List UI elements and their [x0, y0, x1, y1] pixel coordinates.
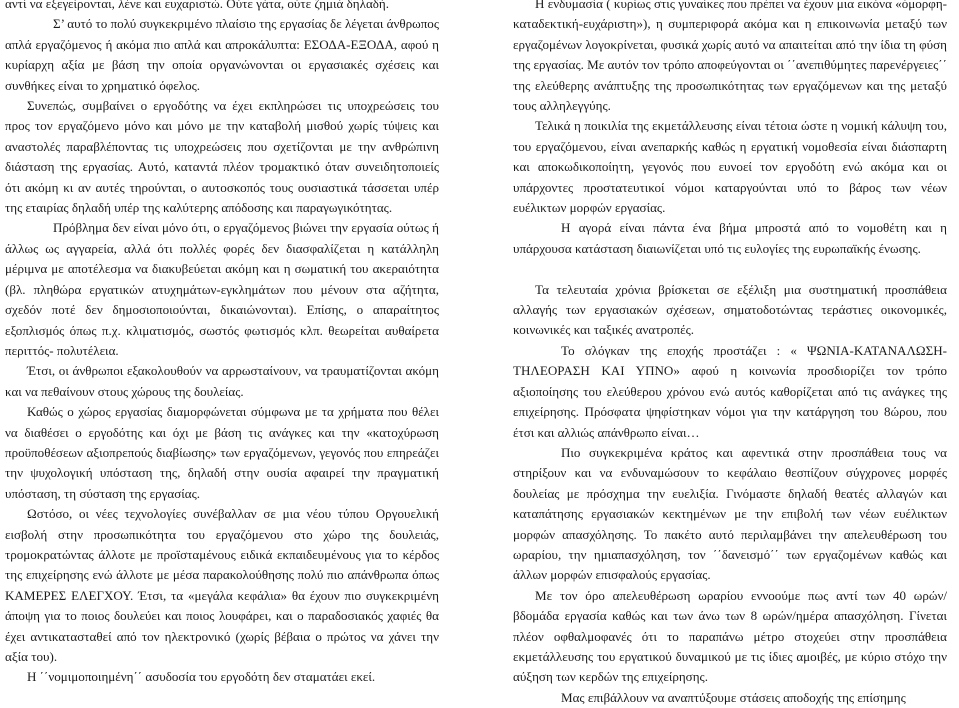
- paragraph: Σ’ αυτό το πολύ συγκεκριμένο πλαίσιο της εργασίας δε λέγεται άνθρωπος απλά εργαζόμενος ή ακόμα πιο απλά και απροκάλυπτα: ΕΣΟΔΑ-ΕΞΟΔΑ, αφού η κυρίαρχη αξία με βάση την οποία οργανώνονται οι εργασιακές σχέσεις και συνθήκες είναι το χρηματικό όφελος.: [5, 16, 439, 93]
- paragraph: Το σλόγκαν της εποχής προστάζει : « ΨΩΝΙΑ-ΚΑΤΑΝΑΛΩΣΗ-ΤΗΛΕΟΡΑΣΗ ΚΑΙ ΥΠΝΟ» αφού η κοινωνία προσδιορίζει τον τρόπο αξιοποίησης του ελεύθερου χρόνου ενώ αυτός καθορίζεται από τις ανάγκες της επιχείρησης. Πρόσφατα ψηφίστηκαν νόμοι για την κατάργηση του 8ώρου, που έτσι και αλλιώς απάνθρωπο είναι…: [513, 342, 947, 440]
- paragraph: Η ενδυμασία ( κυρίως στις γυναίκες που πρέπει να έχουν μια εικόνα «όμορφη-καταδεκτική-ευχάριστη»), η συμπεριφορά ακόμα και η επικοινωνία μεταξύ των εργαζομένων λογοκρίνεται, φυσικά χωρίς αυτό να απαιτείται από την ίδια τη φύση της εργασίας. Με αυτόν τον τρόπο αποφεύγονται οι ΄΄ανεπιθύμητες παρενέργειες΄΄ της ελεύθερης ανάπτυξης της προσωπικότητας των εργαζόμενων και της μεταξύ τους αλληλεγγύης.: [513, 0, 947, 114]
- paragraph: Καθώς ο χώρος εργασίας διαμορφώνεται σύμφωνα με τα χρήματα που θέλει να διαθέσει ο εργοδότης και όχι με βάση τις ανάγκες και την «κατοχύρωση προϋποθέσεων αξιοπρεπούς διαβίωσης» των εργαζόμενων, γεγονός που επηρεάζει την ψυχολογική υπόσταση της, δηλαδή στην ουσία αφαιρεί την πραγματική υπόσταση, τη σύσταση της εργασίας.: [5, 404, 439, 501]
- paragraph: Μας επιβάλλουν να αναπτύξουμε στάσεις αποδοχής της επίσημης: [561, 689, 906, 705]
- paragraph: Με τον όρο απελευθέρωση ωραρίου εννοούμε πως αντί των 40 ωρών/βδομάδα εργασία καθώς και των άνω των 8 ωρών/ημέρα απασχόληση. Γίνεται πλέον οφθαλμοφανές ότι το παραπάνω μέτρο στοχεύει στην προσπάθεια εκμετάλλευσης του εργατικού δυναμικού με τις ίδιες αμοιβές, με κύριο στόχο την αύξηση των κερδών της επιχείρησης.: [513, 587, 947, 685]
- paragraph: Συνεπώς, συμβαίνει ο εργοδότης να έχει εκπληρώσει τις υποχρεώσεις του προς τον εργαζόμενο μόνο και μόνο με την καταβολή μισθού χωρίς τύψεις και αναστολές παραβλέποντας τις υποχρεώσεις που σχετίζονται με την ανθρώπινη διάσταση της εργασίας. Αυτό, καταντά πλέον τρομακτικό όταν συνειδητοποιείς ότι ακόμη κι αν αυτές τηρούνται, ο αυτοσκοπός τους ουσιαστικά τάσσεται υπέρ της εταιρίας δηλαδή υπέρ της καλύτερης απόδοσης και παραγωγικότητας.: [5, 98, 439, 216]
- paragraph: Ωστόσο, οι νέες τεχνολογίες συνέβαλλαν σε μια νέου τύπου Οργουελική εισβολή στην προσωπικότητα του εργαζόμενου στο χώρο της δουλειάς, τρομοκρατώντας άλλοτε με προϊσταμένους ειδικά εκπαιδευμένους για το κέρδος της επιχείρησης ενώ άλλοτε με μέσα παρακολούθησης πολύ πιο απάνθρωπα όπως ΚΑΜΕΡΕΣ ΕΛΕΓΧΟΥ. Έτσι, τα «μεγάλα κεφάλια» θα έχουν πιο συγκεκριμένη άποψη για το ποιος δουλεύει και ποιος λουφάρει, και ο παραδοσιακός χαφιές θα έχει αντικατασταθεί από τον ηλεκτρονικό (χωρίς βέβαια ο πρώτος να χάνει την αξία του).: [5, 506, 439, 664]
- paragraph-spacer: [513, 259, 947, 279]
- paragraph: Η ΄΄νομιμοποιημένη΄΄ ασυδοσία του εργοδότη δεν σταματάει εκεί.: [27, 669, 376, 685]
- right-text-column: [513, 0, 947, 708]
- paragraph: Πιο συγκεκριμένα κράτος και αφεντικά στην προσπάθεια τους να στηρίξουν και να ενδυναμώσουν το κεφάλαιο θεσπίζουν σύγχρονες μορφές δουλείας με πρόσχημα την ευελιξία. Γινόμαστε δηλαδή θεατές αλλαγών και καταπάτησης εργασιακών κεκτημένων με την επιβολή των νέων ευέλικτων μορφών απασχόλησης. Το πακέτο αυτό περιλαμβάνει την απελευθέρωση του ωραρίου, την ημιαπασχόληση, τον ΄΄δανεισμό΄΄ των εργαζομένων καθώς και άλλων μορφών επισφαλούς εργασίας.: [513, 444, 947, 583]
- paragraph: Πρόβλημα δεν είναι μόνο ότι, ο εργαζόμενος βιώνει την εργασία ούτως ή άλλως ως αγγαρεία, αλλά ότι πολλές φορές δεν διασφαλίζεται η κατάλληλη μέριμνα με αποτέλεσμα να διακυβεύεται ακόμη και η σωματική του ακεραιότητα (βλ. πληθώρα εργατικών ατυχημάτων-εγκλημάτων που μένουν στα αζήτητα, σχεδόν ποτέ δεν δημοσιοποιούνται, δικαιώνονται). Επίσης, ο απαραίτητος εξοπλισμός όπως π.χ. κλιματισμός, σωστός φωτισμός κλπ. θεωρείται αυθαίρετα περιττός- πολυτέλεια.: [5, 220, 439, 358]
- paragraph: αντί να εξεγείρονται, λένε και ευχαριστώ. Ούτε γάτα, ούτε ζημιά δηλαδή.: [5, 0, 390, 11]
- paragraph: Τελικά η ποικιλία της εκμετάλλευσης είναι τέτοια ώστε η νομική κάλυψη του, του εργαζόμενου, είναι ανεπαρκής καθώς η εργατική νομοθεσία είναι διάσπαρτη και αποκωδικοποίητη, γεγονός που ευνοεί τον εργοδότη ενώ ακόμα και οι υπάρχοντες προστατευτικοί νόμοι καταργούνται υπό το βάρος των νέων ευέλικτων μορφών εργασίας.: [513, 118, 947, 216]
- left-text-column: [5, 0, 439, 688]
- paragraph: Έτσι, οι άνθρωποι εξακολουθούν να αρρωσταίνουν, να τραυματίζονται ακόμη και να πεθαίνουν στους χώρους της δουλείας.: [5, 363, 439, 399]
- paragraph: Τα τελευταία χρόνια βρίσκεται σε εξέλιξη μια συστηματική προσπάθεια αλλαγής των εργασιακών σχέσεων, σηματοδοτώντας τεράστιες οικονομικές, κοινωνικές και ταξικές ανατροπές.: [513, 281, 947, 338]
- paragraph: Η αγορά είναι πάντα ένα βήμα μπροστά από το νομοθέτη και η υπάρχουσα κατάσταση διαιωνίζεται υπό τις ευλογίες της ευρωπαϊκής ένωσης.: [513, 220, 947, 256]
